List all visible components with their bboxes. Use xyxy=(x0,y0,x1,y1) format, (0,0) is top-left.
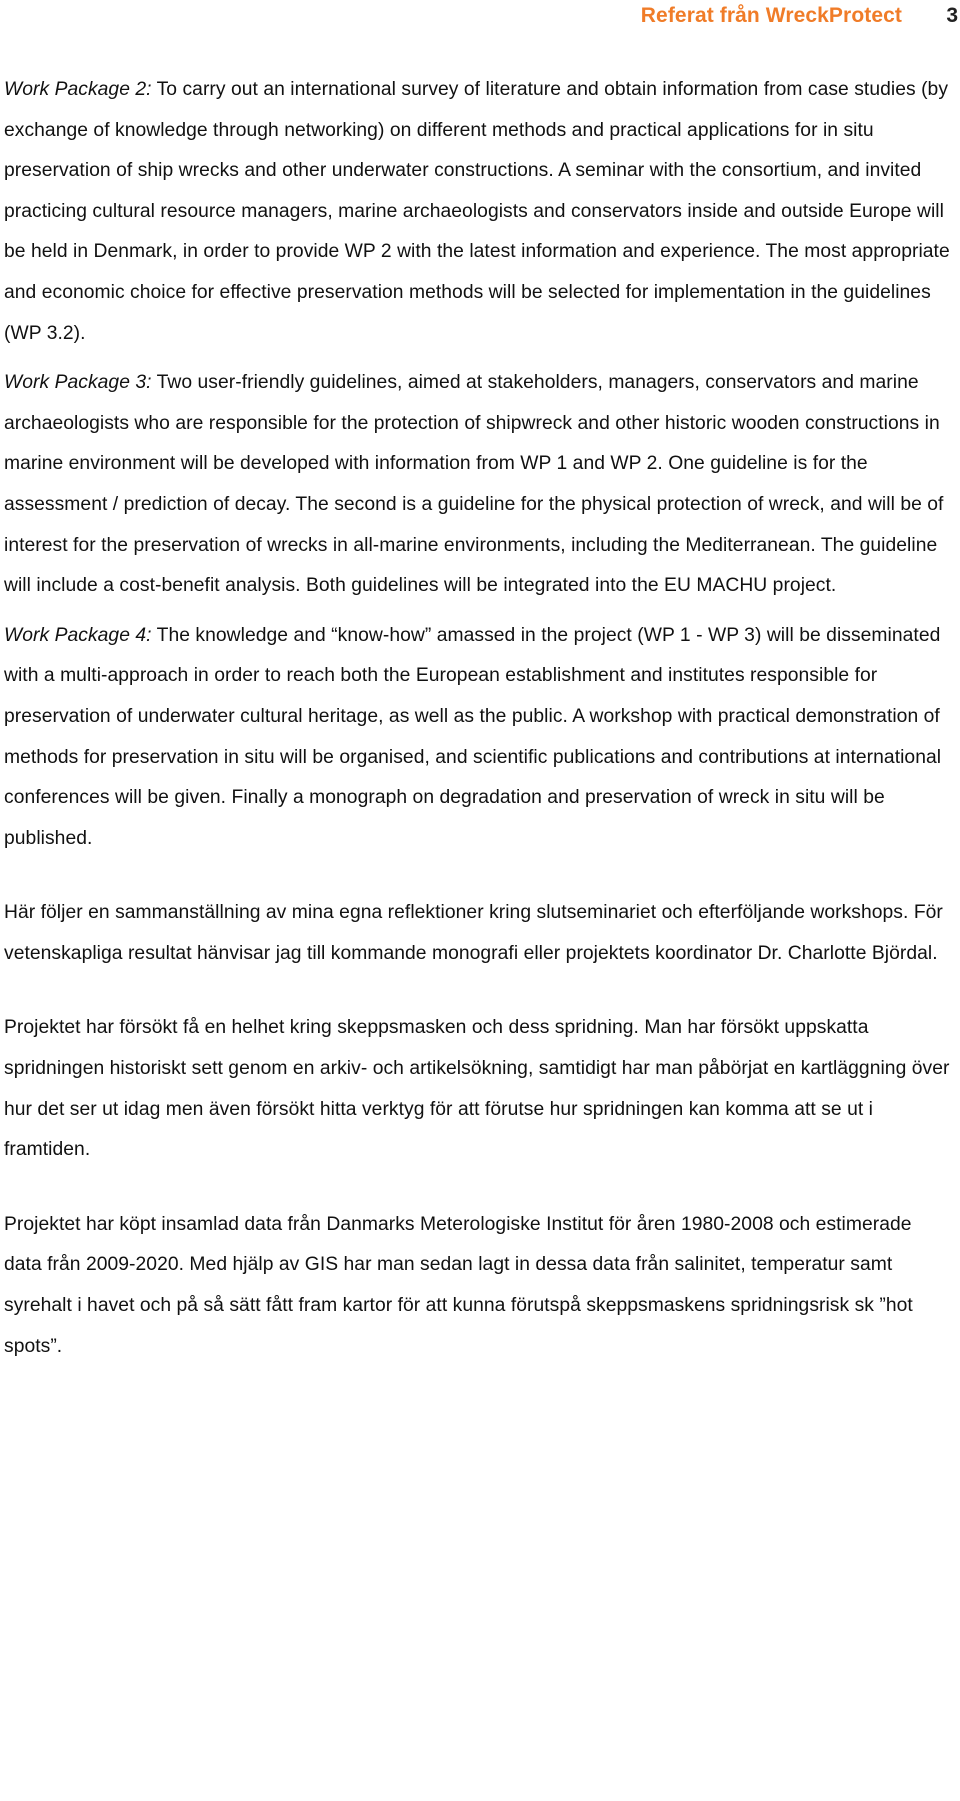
document-title: Referat från WreckProtect xyxy=(640,4,902,27)
page-number: 3 xyxy=(946,4,958,27)
work-package-4-label: Work Package 4: xyxy=(4,624,152,646)
document-body xyxy=(4,70,954,1367)
work-package-4-text: The knowledge and “know-how” amassed in the project (WP 1 - WP 3) will be disseminated with a multi-approach in order to reach both the European establishment and institutes responsible for preservation of underwater cultural heritage, as well as the public. A workshop with practical demonstration of methods for preservation in situ will be organised, and scientific publications and contributions at international conferences will be given. Finally a monograph on degradation and preservation of wreck in situ will be published. xyxy=(4,624,942,849)
work-package-3-label: Work Package 3: xyxy=(4,372,152,394)
page-header xyxy=(0,0,960,36)
work-package-2-label: Work Package 2: xyxy=(4,79,152,100)
data-sources-paragraph: Projektet har köpt insamlad data från Danmarks Meterologiske Institut för åren 1980-2008 och estimerade data från 2009-2020. Med hjälp av GIS har man sedan lagt in dessa data från salinitet, temperatur samt syrehalt i havet och på så sätt fått fram kartor för att kunna förutspå skeppsmaskens spridningsrisk sk ”hot spots”. xyxy=(4,1213,913,1357)
work-package-2-paragraph xyxy=(4,70,954,354)
work-package-3-paragraph xyxy=(4,363,954,607)
work-package-4-paragraph xyxy=(4,616,954,860)
work-package-2-text: To carry out an international survey of literature and obtain information from case studies (by exchange of knowledge through networking) on different methods and practical applications for in situ preservation of ship wrecks and other underwater constructions. A seminar with the consortium, and invited practicing cultural resource managers, marine archaeologists and conservators inside and outside Europe will be held in Denmark, in order to provide WP 2 with the latest information and experience. The most appropriate and economic choice for effective preservation methods will be selected for implementation in the guidelines (WP 3.2). xyxy=(4,79,950,344)
work-package-3-text: Two user-friendly guidelines, aimed at stakeholders, managers, conservators and marine archaeologists who are responsible for the protection of shipwreck and other historic wooden constructions in marine environment will be developed with information from WP 1 and WP 2. One guideline is for the assessment / prediction of decay. The second is a guideline for the physical protection of wreck, and will be of interest for the preservation of wrecks in all-marine environments, including the Mediterranean. The guideline will include a cost-benefit analysis. Both guidelines will be integrated into the EU MACHU project. xyxy=(4,372,944,597)
reflections-paragraph: Här följer en sammanställning av mina egna reflektioner kring slutseminariet och efterföljande workshops. För vetenskapliga resultat hänvisar jag till kommande monografi eller projektets koordinator Dr. Charlotte Björdal. xyxy=(4,902,943,964)
project-scope-paragraph: Projektet har försökt få en helhet kring skeppsmasken och dess spridning. Man har försökt uppskatta spridningen historiskt sett genom en arkiv- och artikelsökning, samtidigt har man påbörjat en kartläggning över hur det ser ut idag men även försökt hitta verktyg för att förutse hur spridningen kan komma att se ut i framtiden. xyxy=(4,1017,950,1161)
